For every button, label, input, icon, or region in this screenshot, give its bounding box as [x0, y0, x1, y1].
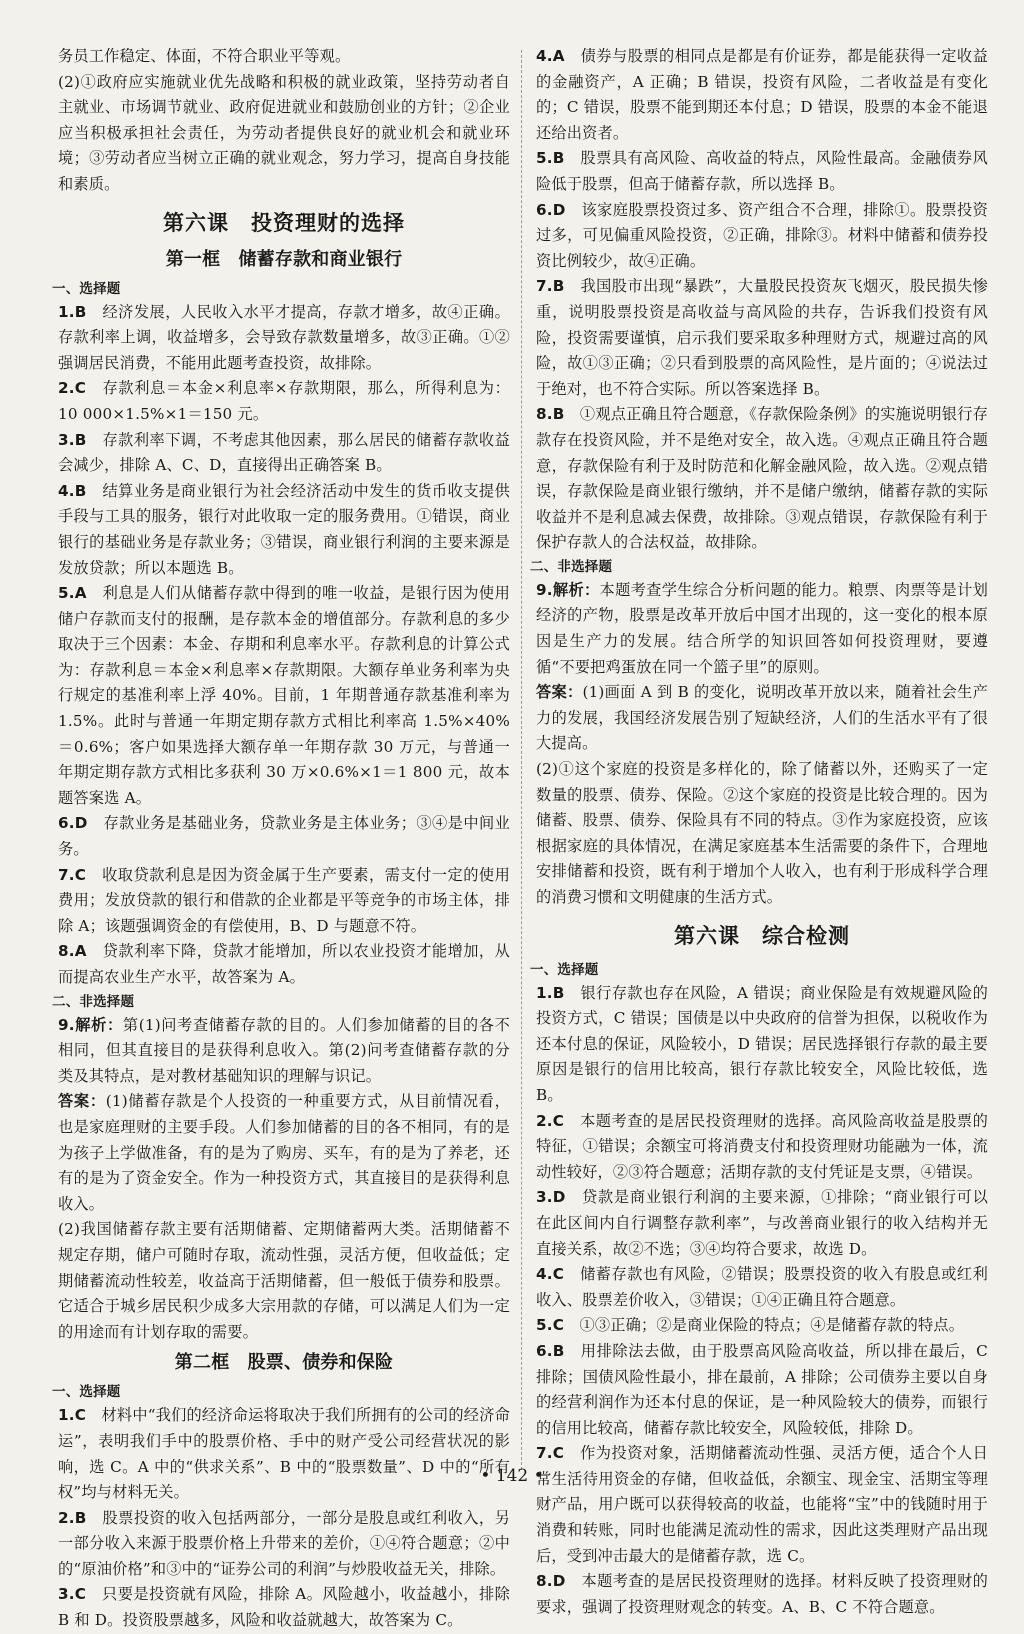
answer-item — [536, 1569, 988, 1620]
answer-text: 收取贷款利息是因为资金属于生产要素，需支付一定的使用费用；发放贷款的银行和借款的企业都是平等竞争的市场主体，排除 A；该题强调资金的有偿使用，B、D 与题意不符。 — [58, 865, 510, 935]
answer-text: 本题考查的是居民投资理财的选择。材料反映了投资理财的要求，强调了投资理财观念的转变。A、B、C 不符合题意。 — [536, 1572, 988, 1616]
analysis-text: 本题考查学生综合分析问题的能力。粮票、肉票等是计划经济的产物，股票是改革开放后中国才出现的，这一变化的根本原因是生产力的发展。结合所学的知识回答如何投资理财，要遵循“不要把鸡蛋放在同一个篮子里”的原则。 — [536, 580, 988, 676]
answer-block — [58, 1089, 510, 1217]
answer-item — [536, 981, 988, 1109]
section-heading: 一、选择题 — [530, 961, 599, 978]
answer-text: 本题考查的是居民投资理财的选择。高风险高收益是股票的特征，①错误；余额宝可将消费支付和投资理财功能融为一体，流动性较好，②③符合题意；活期存款的支付凭证是支票，④错误。 — [536, 1111, 988, 1181]
answer-text: (2)我国储蓄存款主要有活期储蓄、定期储蓄两大类。活期储蓄不规定存期，储户可随时存取，流动性强，灵活方便，但收益低；定期储蓄流动性较差，收益高于活期储蓄，但一般低于债券和股票。它适合于城乡居民积少成多大宗用款的存储，可以满足人们为一定的用途而有计划存取的需要。 — [58, 1220, 510, 1341]
answer-text: (2)①这个家庭的投资是多样化的，除了储蓄以外，还购买了一定数量的股票、债券、保险。②这个家庭的投资是比较合理的。因为储蓄、股票、债券、保险具有不同的特点。③作为家庭投资，应该根据家庭的具体情况，在满足家庭基本生活需要的条件下，合理地安排储蓄和投资，既有利于增加个人收入，也有利于形成科学合理的消费习惯和文明健康的生活方式。 — [536, 760, 988, 906]
answer-number: 6.B — [536, 1341, 565, 1360]
answer-number: 1.B — [58, 302, 87, 321]
answer-item — [58, 581, 510, 811]
answer-text: 只要是投资就有风险，排除 A。风险越小，收益越小，排除 B 和 D。投资股票越多，风险和收益就越大，故答案为 C。 — [58, 1585, 510, 1630]
answer-item — [58, 428, 510, 479]
answer-number: 8.B — [536, 405, 565, 424]
answer-item — [58, 811, 510, 862]
answer-number: 6.D — [58, 814, 88, 833]
answer-text: ①③正确；②是商业保险的特点；④是储蓄存款的特点。 — [579, 1316, 965, 1335]
intro-paragraph: 务员工作稳定、体面，不符合职业平等观。 — [58, 47, 351, 65]
answer-text: (1)储蓄存款是个人投资的一种重要方式，从目前情况看，也是家庭理财的主要手段。人们参加储蓄的目的各不相同，有的是为孩子上学做准备，有的是为了购房、买车，有的是为了养老，还有的是为了资金安全。作为一种投资方式，其直接目的是获得利息收入。 — [58, 1092, 510, 1213]
answer-item — [58, 863, 510, 940]
answer-item — [58, 1582, 510, 1633]
answer-text: 用排除法去做，由于股票高风险高收益，所以排在最后，C 排除；国债风险性最小，排在最前，A 排除；公司债券主要以自身的经营利润作为还本付息的保证，是一种风险较大的债券，而银行的信用比较高，储蓄存款比较安全，风险较低，排除 D。 — [536, 1341, 988, 1437]
answer-item — [58, 1403, 510, 1505]
intro-paragraph: (2)①政府应实施就业优先战略和积极的就业政策，坚持劳动者自主就业、市场调节就业、政府促进就业和鼓励创业的方针；②企业应当积极承担社会责任，为劳动者提供良好的就业机会和就业环境；③劳动者应当树立正确的就业观念，努力学习，提高自身技能和素质。 — [58, 72, 510, 193]
answer-number: 4.A — [536, 47, 565, 65]
analysis-label: 9.解析： — [536, 580, 600, 599]
answer-number: 2.C — [58, 379, 87, 398]
section-heading: 一、选择题 — [52, 280, 121, 297]
answer-text: 银行存款也存在风险，A 错误；商业保险是有效规避风险的投资方式，C 错误；国债是以中央政府的信誉为担保，以税收作为还本付息的保证，风险较小，D 错误；居民选择银行存款的最主要原因是银行的信用比较高，银行存款比较安全，风险比较低，选 B。 — [536, 983, 988, 1104]
answer-item — [536, 146, 988, 197]
answer-text: 贷款利率下降，贷款才能增加，所以农业投资才能增加，从而提高农业生产水平，故答案为 A。 — [58, 942, 510, 986]
answer-text: 存款业务是基础业务，贷款业务是主体业务；③④是中间业务。 — [58, 814, 510, 859]
answer-text: ①观点正确且符合题意，《存款保险条例》的实施说明银行存款存在投资风险，并不是绝对安全，故入选。④观点正确且符合题意，存款保险有利于及时防范和化解金融风险，故入选。②观点错误，存款保险是商业银行缴纳，并不是储户缴纳，储蓄存款的实际收益并不是利息减去保费，故排除。③观点错误，存款保险有利于保护存款人的合法权益，故排除。 — [536, 405, 988, 552]
answer-item — [536, 1313, 988, 1339]
answer-text: 利息是人们从储蓄存款中得到的唯一收益，是银行因为使用储户存款而支付的报酬，是存款本金的增值部分。存款利息的多少取决于三个因素：本金、存期和利息率水平。存款利息的计算公式为：存款利息＝本金×利息率×存款期限。大额存单业务利率为央行规定的基准利率上浮 40%。目前，1 年期普通存款基准利率为 1.5%。此时与普通一年期定期存款方式相比利率高 1.5%×40%＝0.6%；客户如果选择大额存单一年期存款 30 万元，与普通一年期定期存款方式相比多获利 30 万×0.6%×1＝1 800 元，故本题答案选 A。 — [58, 584, 510, 807]
answer-item — [58, 479, 510, 581]
answer-number: 5.C — [536, 1316, 565, 1335]
answer-number: 2.C — [536, 1111, 565, 1130]
answer-item — [536, 1339, 988, 1441]
answer-number: 6.D — [536, 200, 566, 219]
section-heading: 二、非选择题 — [52, 993, 135, 1010]
answer-number: 8.A — [58, 942, 87, 961]
answer-number: 3.B — [58, 430, 87, 449]
answer-item — [536, 198, 988, 275]
answer-number: 7.B — [536, 277, 565, 296]
answer-number: 2.B — [58, 1508, 87, 1527]
answer-number: 1.C — [58, 1406, 87, 1425]
lesson-title: 第六课 投资理财的选择 — [163, 210, 405, 235]
answer-item — [536, 1262, 988, 1313]
analysis-item — [536, 578, 988, 680]
answer-label: 答案： — [536, 683, 583, 702]
section-heading: 一、选择题 — [52, 1384, 121, 1401]
answer-text: 经济发展，人民收入水平才提高，存款才增多，故④正确。存款利率上调，收益增多，会导致存款数量增多，故③正确。①②强调居民消费，不能用此题考查投资，故排除。 — [58, 302, 510, 372]
right-column — [530, 44, 988, 1620]
analysis-text: 第(1)问考查储蓄存款的目的。人们参加储蓄的目的各不相同，但其直接目的是获得利息收入。第(2)问考查储蓄存款的分类及其特点，是对教材基础知识的理解与识记。 — [58, 1015, 510, 1085]
answer-text: 该家庭股票投资过多、资产组合不合理，排除①。股票投资过多，可见偏重风险投资，②正确，排除③。材料中储蓄和债券投资比例较少，故④正确。 — [536, 200, 988, 270]
answer-number: 4.B — [58, 481, 87, 500]
answer-text: 作为投资对象，活期储蓄流动性强、灵活方便，适合个人日常生活待用资金的存储，但收益低，余额宝、现金宝、活期宝等理财产品，用户既可以获得较高的收益，也能将“宝”中的钱随时用于消费和转账，同时也能满足流动性的需求，因此这类理财产品出现后，受到冲击最大的是储蓄存款，选 C。 — [536, 1444, 988, 1565]
analysis-item — [58, 1013, 510, 1090]
answer-number: 7.C — [58, 865, 87, 884]
answer-item — [536, 1441, 988, 1569]
answer-text: 存款利息＝本金×利息率×存款期限，那么，所得利息为：10 000×1.5%×1＝150 元。 — [58, 379, 511, 423]
answer-text: 储蓄存款也有风险，②错误；股票投资的收入有股息或红利收入、股票差价收入，③错误；①④正确且符合题意。 — [536, 1265, 988, 1309]
page-number: • 142 • — [480, 1466, 544, 1486]
answer-text: 存款利率下调，不考虑其他因素，那么居民的储蓄存款收益会减少，排除 A、C、D，直接得出正确答案 B。 — [58, 430, 510, 475]
answer-text: 我国股市出现“暴跌”，大量股民投资灰飞烟灭，股民损失惨重，说明股票投资是高收益与高风险的共存，告诉我们投资有风险，投资需要谨慎，启示我们要采取多种理财方式，规避过高的风险，故①③正确；②只看到股票的高风险性，是片面的；④说法过于绝对，也不符合实际。所以答案选择 B。 — [536, 277, 988, 398]
answer-number: 3.C — [58, 1585, 87, 1604]
answer-item — [536, 1185, 988, 1262]
answer-item — [58, 939, 510, 990]
answer-number: 8.D — [536, 1572, 566, 1591]
answer-number: 1.B — [536, 983, 565, 1002]
answer-text: 股票投资的收入包括两部分，一部分是股息或红利收入，另一部分收入来源于股票价格上升带来的差价，①④符合题意；②中的“原油价格”和③中的“证券公司的利润”与炒股收益无关，排除。 — [58, 1508, 510, 1578]
answer-label: 答案： — [58, 1092, 106, 1111]
answer-text: 材料中“我们的经济命运将取决于我们所拥有的公司的经济命运”，表明我们手中的股票价格、手中的财产受公司经营状况的影响，选 C。A 中的“供求关系”、B 中的“股票数量”、D 中的“所有权”均与材料无关。 — [58, 1406, 510, 1502]
answer-number: 3.D — [536, 1188, 566, 1207]
left-column — [52, 44, 511, 1634]
answer-item — [58, 300, 510, 377]
frame-title: 第一框 储蓄存款和商业银行 — [165, 248, 403, 270]
answer-block — [536, 680, 988, 757]
section-heading: 二、非选择题 — [530, 558, 613, 575]
answer-item — [536, 274, 988, 402]
answer-item — [536, 44, 988, 146]
answer-number: 5.A — [58, 584, 87, 603]
answer-number: 5.B — [536, 149, 565, 168]
answer-item — [58, 1506, 510, 1583]
answer-text: 债券与股票的相同点是都是有价证券，都是能获得一定收益的金融资产，A 正确；B 错误，投资有风险，二者收益是有变化的；C 错误，股票不能到期还本付息；D 错误，股票的本金不能退还给出资者。 — [536, 47, 988, 142]
frame-title: 第二框 股票、债券和保险 — [174, 1352, 394, 1374]
answer-item — [536, 402, 988, 556]
answer-text: 股票具有高风险、高收益的特点，风险性最高。金融债券风险低于股票，但高于储蓄存款，所以选择 B。 — [536, 149, 988, 193]
answer-item — [536, 1109, 988, 1186]
test-title: 第六课 综合检测 — [674, 923, 850, 948]
answer-number: 4.C — [536, 1265, 565, 1284]
analysis-label: 9.解析： — [58, 1015, 123, 1034]
answer-text: 贷款是商业银行利润的主要来源，①排除；“商业银行可以在此区间内自行调整存款利率”，与改善商业银行的收入结构并无直接关系，故②不选；③④均符合要求，故选 D。 — [536, 1188, 988, 1258]
answer-number: 7.C — [536, 1444, 565, 1463]
answer-item — [58, 376, 510, 427]
answer-text: (1)画面 A 到 B 的变化，说明改革开放以来，随着社会生产力的发展，我国经济发展告别了短缺经济，人们的生活水平有了很大提高。 — [536, 683, 988, 753]
column-divider — [521, 50, 522, 1470]
answer-text: 结算业务是商业银行为社会经济活动中发生的货币收支提供手段与工具的服务，银行对此收取一定的服务费用。①错误，商业银行的基础业务是存款业务；③错误，商业银行利润的主要来源是发放贷款；所以本题选 B。 — [58, 481, 510, 577]
